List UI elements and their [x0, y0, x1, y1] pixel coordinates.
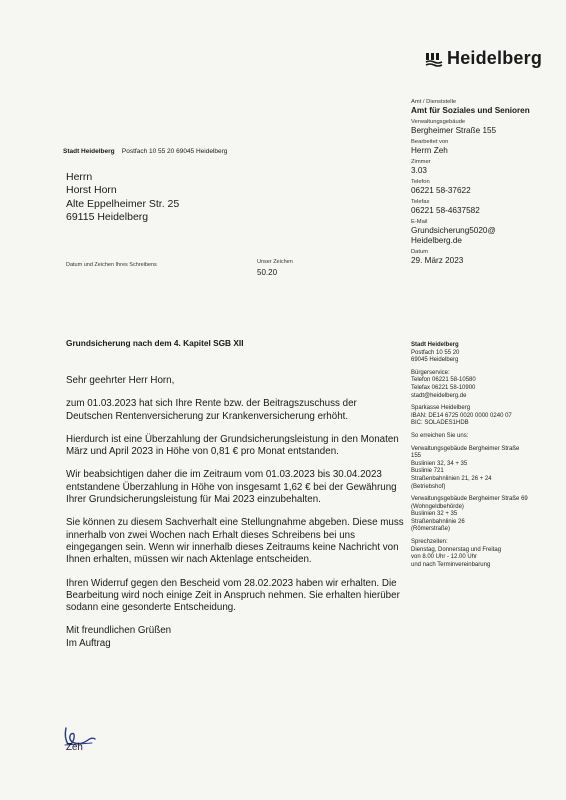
sidebar-item-email	[411, 219, 561, 246]
service-title: Bürgerservice:	[411, 369, 450, 376]
sidebar-label: E-Mail	[411, 219, 428, 225]
our-reference-value: 50.20	[257, 268, 278, 277]
body-paragraph: zum 01.03.2023 hat sich Ihre Rente bzw. der Beitragszuschuss der Deutschen Rentenversicherung zur Krankenversicherung erhöht.	[66, 398, 357, 422]
sender-return-address	[63, 148, 227, 155]
contact-line: Buslinien 32 + 35	[411, 511, 458, 518]
sidebar-item-building	[411, 119, 561, 136]
sender-name: Stadt Heidelberg	[63, 148, 115, 155]
contact-line: Straßenbahnlinien 21, 26 + 24	[411, 475, 492, 482]
body-paragraph: Hierdurch ist eine Überzahlung der Grundsicherungsleistung in den Monaten März und April 2023 in Höhe von 0,81 € pro Monat entstanden.	[66, 433, 399, 458]
sidebar-label: Datum	[411, 249, 429, 255]
contact-line: IBAN: DE14 6725 0020 0000 0240 07	[411, 412, 512, 419]
contact-line: (Betriebshof)	[411, 483, 446, 490]
signer-name: Zeh	[66, 742, 83, 753]
logo-text: Heidelberg	[447, 48, 543, 68]
recipient-line: Horst Horn	[66, 184, 117, 197]
sidebar-label: Telefon	[411, 179, 430, 185]
recipient-line: Alte Eppelheimer Str. 25	[66, 197, 180, 210]
contact-line: von 8.00 Uhr - 12.00 Uhr	[411, 554, 478, 561]
contact-info-column	[411, 342, 561, 569]
their-reference-label: Datum und Zeichen Ihres Schreibens	[66, 262, 157, 268]
sidebar-value-continued: Heidelberg.de	[411, 236, 462, 245]
letter-subject: Grundsicherung nach dem 4. Kapitel SGB XII	[66, 338, 244, 348]
body-paragraph: Wir beabsichtigen daher die im Zeitraum vom 01.03.2023 bis 30.04.2023 entstandene Überzahlung in Höhe von insgesamt 1,62 € bei der Gewährung Ihrer Grundsicherungsleistung für Mai 2023 einzubehalten.	[66, 469, 397, 506]
contact-line: 69045 Heidelberg	[411, 357, 459, 364]
contact-line: Verwaltungsgebäude Bergheimer Straße 69	[411, 496, 528, 503]
sidebar-item-date	[411, 249, 561, 266]
sidebar-value: Grundsicherung5020@	[411, 226, 496, 235]
contact-line: und nach Terminvereinbarung	[411, 561, 491, 568]
contact-line: Postfach 10 55 20	[411, 349, 460, 356]
closing-line: Mit freundlichen Grüßen	[66, 625, 172, 637]
our-reference-label: Unser Zeichen	[257, 259, 293, 265]
contact-line: Sparkasse Heidelberg	[411, 405, 471, 412]
sidebar-value: 06221 58-4637582	[411, 206, 480, 215]
sidebar-label: Bearbeitet von	[411, 139, 449, 145]
contact-email: stadt@heidelberg.de	[411, 392, 467, 399]
sidebar-label: Amt / Dienststelle	[411, 99, 457, 105]
directions-title: So erreichen Sie uns:	[411, 432, 469, 439]
recipient-line: 69115 Heidelberg	[66, 211, 149, 224]
heidelberg-logo-icon	[425, 51, 443, 67]
body-paragraph: Ihren Widerruf gegen den Bescheid vom 28.02.2023 haben wir erhalten. Die Bearbeitung wird noch einige Zeit in Anspruch nehmen. Sie erhalten hierüber sodann eine gesonderte Entscheidung.	[66, 577, 400, 614]
closing-line: Im Auftrag	[66, 637, 111, 649]
hours-title: Sprechzeiten:	[411, 539, 448, 546]
sidebar-item-room	[411, 159, 561, 176]
sidebar-label: Verwaltungsgebäude	[411, 119, 466, 125]
sidebar-item-office	[411, 99, 561, 116]
contact-line: (Wohngeldbehörde)	[411, 503, 464, 510]
sidebar-label: Telefax	[411, 199, 430, 205]
recipient-line: Herrn	[66, 171, 93, 183]
sidebar-label: Zimmer	[411, 159, 431, 165]
sidebar-value: 06221 58-37622	[411, 186, 471, 195]
sidebar-value: 3.03	[411, 166, 427, 175]
sender-address: Postfach 10 55 20 69045 Heidelberg	[121, 148, 228, 155]
office-info-sidebar	[411, 99, 561, 269]
contact-line: (Römerstraße)	[411, 526, 451, 533]
contact-line: Dienstag, Donnerstag und Freitag	[411, 546, 502, 553]
contact-line: BIC: SOLADES1HDB	[411, 420, 469, 427]
sidebar-item-fax	[411, 199, 561, 216]
sidebar-value: Amt für Soziales und Senioren	[411, 106, 530, 115]
sidebar-item-handler	[411, 139, 561, 156]
sidebar-value: 29. März 2023	[411, 256, 464, 265]
sidebar-value: Herrn Zeh	[411, 146, 448, 155]
contact-line: Telefon 06221 58-10580	[411, 377, 476, 384]
contact-line: Buslinien 32, 34 + 35	[411, 460, 468, 467]
city-logo	[425, 48, 542, 69]
body-paragraph: Sie können zu diesem Sachverhalt eine Stellungnahme abgeben. Diese muss innerhalb von zwei Wochen nach Erhalt dieses Schreibens bei uns eingegangen sein. Wenn wir innerhalb dieses Zeitraums keine Nachricht von Ihnen erhalten, müssen wir nach Aktenlage entscheiden.	[66, 517, 404, 566]
contact-line: Telefax 06221 58-10900	[411, 384, 476, 391]
sidebar-value: Bergheimer Straße 155	[411, 126, 497, 135]
recipient-address	[66, 171, 179, 225]
letter-body	[66, 375, 406, 650]
sidebar-item-phone	[411, 179, 561, 196]
contact-line: Straßenbahnlinie 26	[411, 518, 465, 525]
contact-line: Verwaltungsgebäude Bergheimer Straße	[411, 445, 520, 452]
salutation: Sehr geehrter Herr Horn,	[66, 375, 175, 386]
contact-title: Stadt Heidelberg	[411, 342, 459, 348]
contact-line: 155	[411, 453, 422, 460]
contact-line: Buslinie 721	[411, 468, 444, 475]
